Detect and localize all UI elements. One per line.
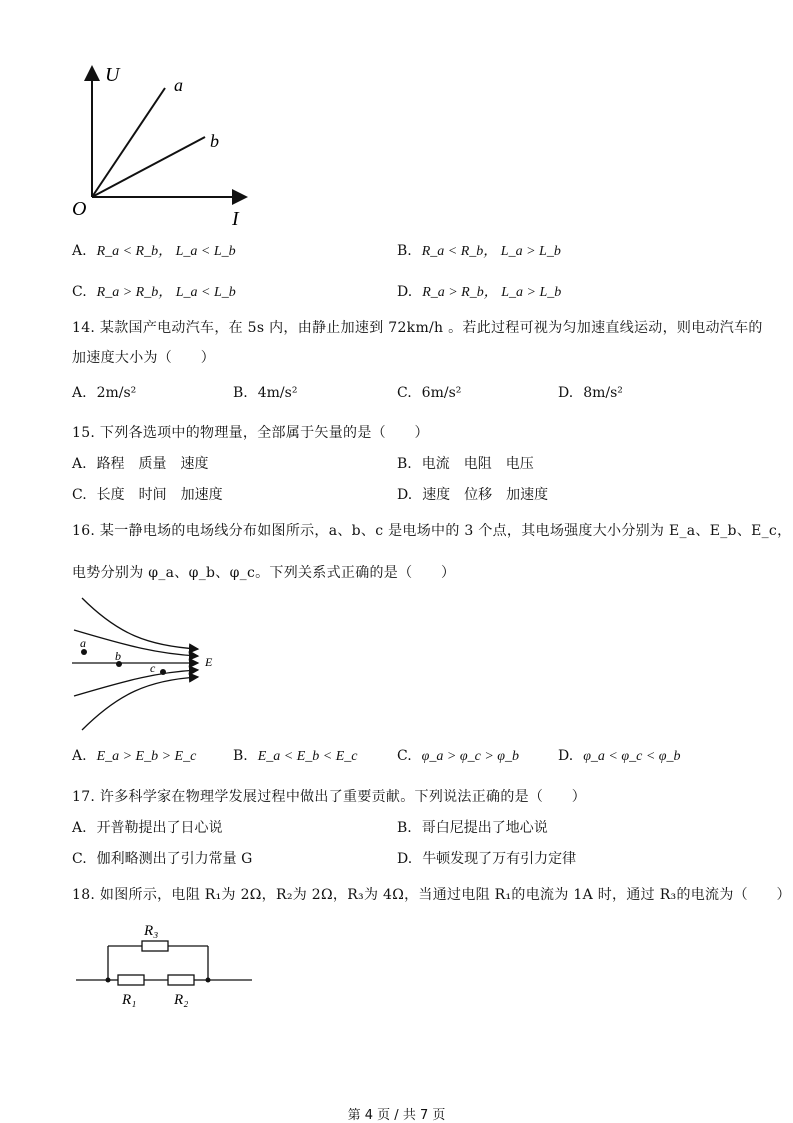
option-label: B. xyxy=(397,243,412,259)
field-line xyxy=(82,677,198,730)
line-b-label: b xyxy=(210,131,219,151)
q16-option-b[interactable] xyxy=(233,748,358,765)
resistor-r1 xyxy=(118,975,144,985)
r2-label: R₂ xyxy=(174,992,189,1008)
option-text: R_a < R_b， L_a < L_b xyxy=(96,244,236,259)
option-label: D. xyxy=(397,284,413,300)
point-c xyxy=(160,669,166,675)
q17-stem: 17. 许多科学家在物理学发展过程中做出了重要贡献。下列说法正确的是（ ） xyxy=(72,789,587,805)
option-text: 4m/s² xyxy=(257,385,298,401)
q17-option-b[interactable] xyxy=(397,817,548,837)
field-line xyxy=(74,670,198,696)
option-label: D. xyxy=(558,748,574,764)
option-text: φ_a > φ_c > φ_b xyxy=(421,749,520,764)
field-line xyxy=(74,630,198,656)
option-text: R_a < R_b， L_a > L_b xyxy=(421,244,561,259)
junction xyxy=(106,978,111,983)
option-text: 6m/s² xyxy=(421,385,462,401)
q17-option-a[interactable] xyxy=(72,817,223,837)
point-a-label: a xyxy=(80,636,86,650)
point-c-label: c xyxy=(150,661,156,675)
q17-option-c[interactable] xyxy=(72,848,252,868)
page-footer: 第 4 页 / 共 7 页 xyxy=(347,1108,446,1123)
option-text: 2m/s² xyxy=(96,385,137,401)
option-label: A. xyxy=(72,748,87,764)
option-text: 速度 位移 加速度 xyxy=(422,487,549,503)
option-text: 牛顿发现了万有引力定律 xyxy=(422,851,577,867)
option-label: B. xyxy=(233,748,248,764)
option-label: C. xyxy=(72,851,87,867)
q15-stem: 15. 下列各选项中的物理量，全部属于矢量的是（ ） xyxy=(72,425,429,441)
q18-stem: 18. 如图所示，电阻 R₁为 2Ω，R₂为 2Ω，R₃为 4Ω，当通过电阻 R₁的电流为 1A 时，通过 R₃的电流为（ ） xyxy=(72,887,791,903)
circuit-figure xyxy=(72,918,257,1010)
option-label: B. xyxy=(397,456,412,472)
option-text: 伽利略测出了引力常量 G xyxy=(96,851,253,867)
option-label: C. xyxy=(72,284,87,300)
q14-stem-line1: 14. 某款国产电动汽车，在 5s 内，由静止加速到 72km/h 。若此过程可视为匀加速直线运动，则电动汽车的 xyxy=(72,320,763,336)
q16-stem-line1: 16. 某一静电场的电场线分布如图所示，a、b、c 是电场中的 3 个点，其电场强度大小分别为 E_a、E_b、E_c， xyxy=(72,523,792,539)
q14-option-b[interactable] xyxy=(233,385,297,401)
q16-option-d[interactable] xyxy=(558,748,681,765)
option-text: 长度 时间 加速度 xyxy=(96,487,223,503)
q14-option-a[interactable] xyxy=(72,385,136,401)
electric-field-figure xyxy=(68,594,228,736)
q13-option-c[interactable] xyxy=(72,281,236,301)
option-label: D. xyxy=(397,851,413,867)
q13-option-d[interactable] xyxy=(397,281,561,301)
junction xyxy=(206,978,211,983)
q15-option-b[interactable] xyxy=(397,453,534,473)
option-label: C. xyxy=(397,748,412,764)
q16-option-a[interactable] xyxy=(72,748,196,765)
option-label: C. xyxy=(397,385,412,401)
q14-option-c[interactable] xyxy=(397,385,461,401)
ui-graph xyxy=(60,55,260,230)
option-text: R_a > R_b， L_a > L_b xyxy=(422,285,562,300)
q14-option-d[interactable] xyxy=(558,385,623,401)
origin-label: O xyxy=(72,198,87,220)
option-text: E_a < E_b < E_c xyxy=(257,749,358,764)
q16-option-c[interactable] xyxy=(397,748,519,765)
u-axis-label: U xyxy=(105,64,120,86)
field-label: E xyxy=(205,655,213,669)
option-text: φ_a < φ_c < φ_b xyxy=(583,749,681,764)
q17-option-d[interactable] xyxy=(397,848,576,868)
option-text: E_a > E_b > E_c xyxy=(96,749,197,764)
point-b-label: b xyxy=(115,649,121,663)
option-label: D. xyxy=(397,487,413,503)
option-label: B. xyxy=(233,385,248,401)
option-label: A. xyxy=(72,456,87,472)
option-label: B. xyxy=(397,820,412,836)
q13-option-a[interactable] xyxy=(72,240,236,260)
q13-option-b[interactable] xyxy=(397,240,561,260)
r3-label: R₃ xyxy=(144,923,159,939)
option-text: 电流 电阻 电压 xyxy=(421,456,534,472)
line-a xyxy=(92,88,165,197)
q16-stem-line2: 电势分别为 φ_a、φ_b、φ_c。下列关系式正确的是（ ） xyxy=(72,565,456,581)
option-text: 哥白尼提出了地心说 xyxy=(421,820,548,836)
q15-option-d[interactable] xyxy=(397,484,548,504)
line-b xyxy=(92,137,205,197)
option-text: 路程 质量 速度 xyxy=(96,456,209,472)
option-label: D. xyxy=(558,385,574,401)
i-axis-label: I xyxy=(232,208,239,230)
resistor-r2 xyxy=(168,975,194,985)
resistor-r3 xyxy=(142,941,168,951)
option-label: A. xyxy=(72,385,87,401)
option-label: C. xyxy=(72,487,87,503)
option-text: 8m/s² xyxy=(583,385,623,401)
line-a-label: a xyxy=(174,75,183,95)
option-label: A. xyxy=(72,243,87,259)
q14-stem-line2: 加速度大小为（ ） xyxy=(72,350,215,366)
option-label: A. xyxy=(72,820,87,836)
q15-option-c[interactable] xyxy=(72,484,223,504)
q15-option-a[interactable] xyxy=(72,453,209,473)
r1-label: R₁ xyxy=(122,992,137,1008)
option-text: R_a > R_b， L_a < L_b xyxy=(96,285,236,300)
option-text: 开普勒提出了日心说 xyxy=(96,820,223,836)
field-line xyxy=(82,598,198,649)
